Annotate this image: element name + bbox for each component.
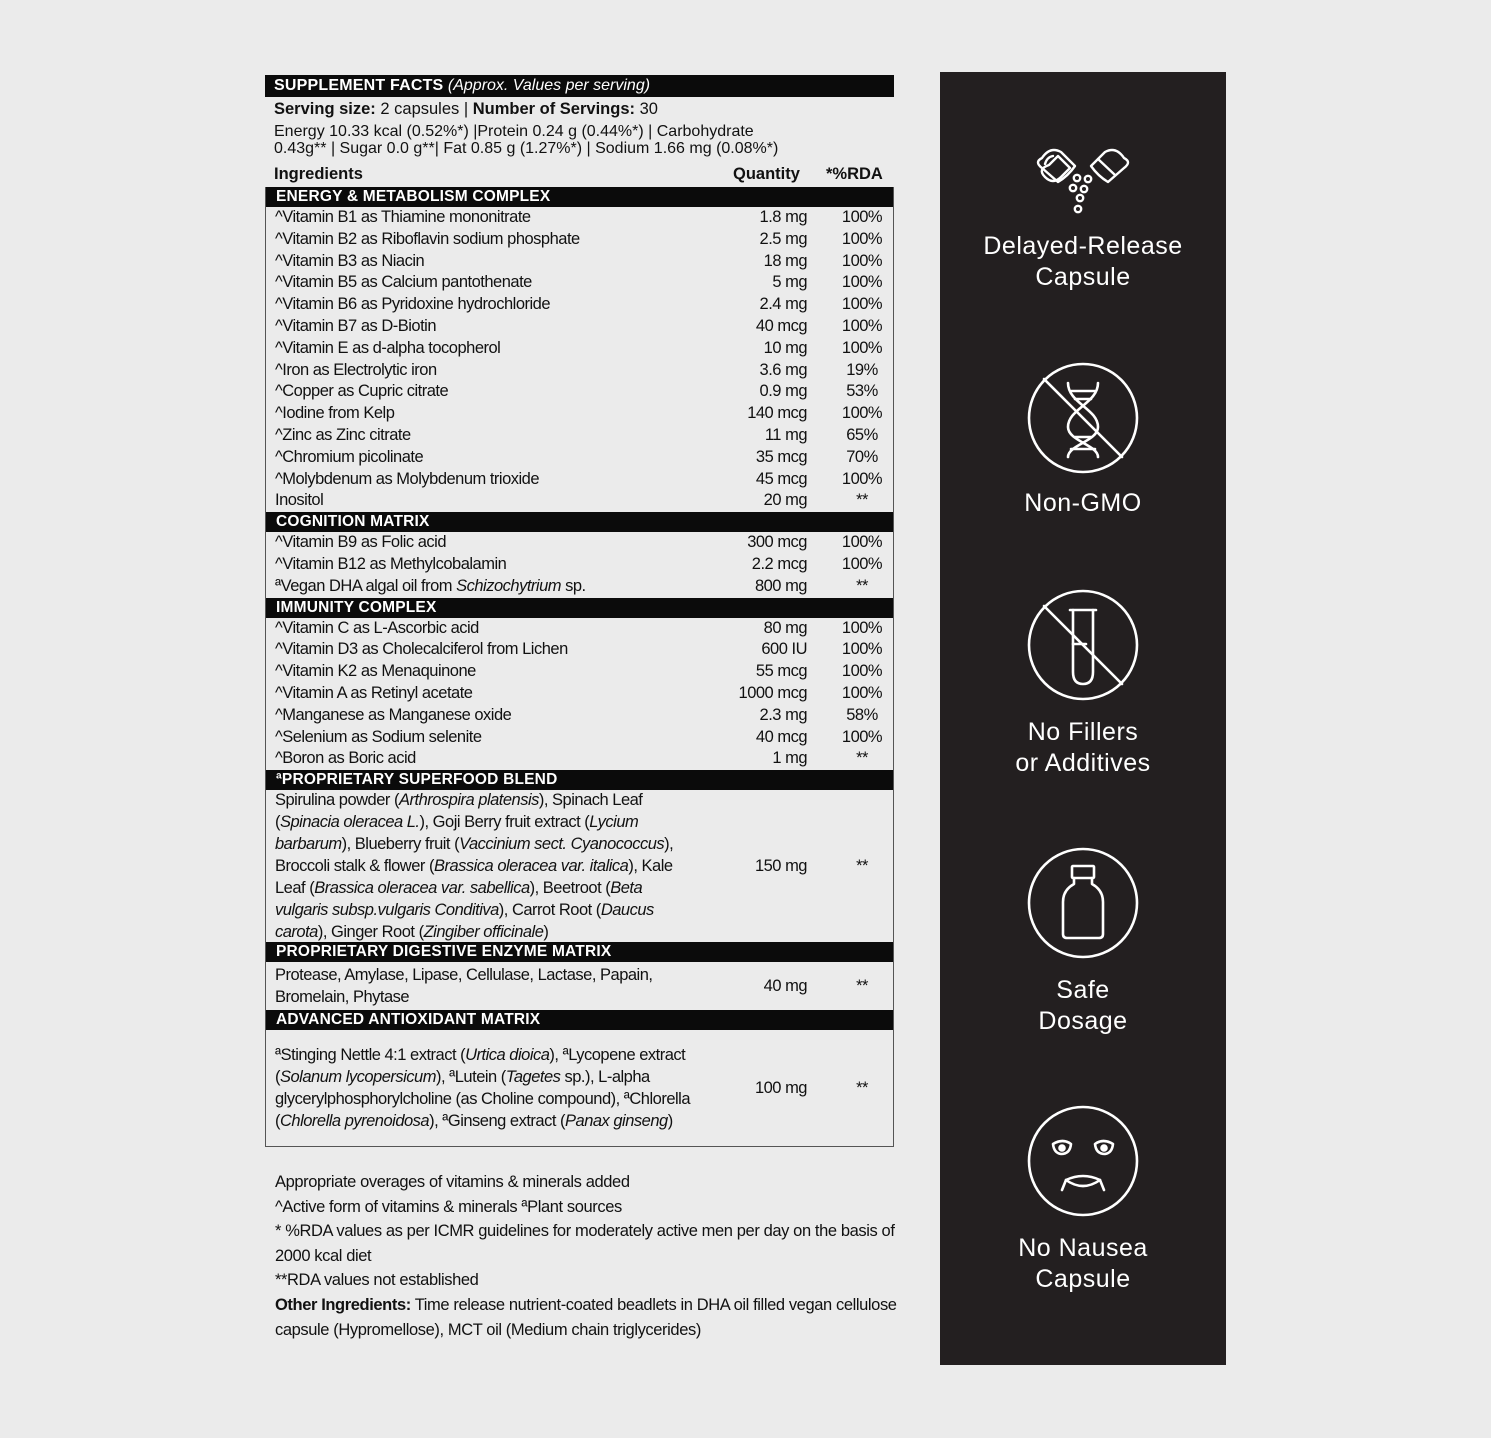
ingredient-rda: 100%: [841, 533, 883, 552]
serving-value: 2 capsules |: [375, 100, 473, 118]
ingredient-rda: 19%: [846, 360, 878, 379]
no-dna-icon: [1026, 361, 1140, 475]
ingredient-name: ^Vitamin C as L-Ascorbic acid: [275, 618, 479, 637]
section-superfood-title: ªPROPRIETARY SUPERFOOD BLEND: [266, 770, 893, 790]
ingredient-quantity: 1.8 mg: [759, 208, 807, 226]
latin-name: Vaccinium sect. Cyanococcus: [459, 834, 665, 853]
feature-line-1: Safe: [1056, 976, 1110, 1004]
antioxidant-rda: **: [856, 1078, 868, 1097]
ingredient-name: ^Selenium as Sodium selenite: [275, 727, 482, 746]
feature-line-2: Capsule: [1035, 262, 1131, 291]
section-cognition-rows: [266, 532, 893, 597]
latin-name: Arthrospira platensis: [398, 790, 539, 809]
table-row: [266, 272, 893, 294]
ingredient-quantity: 2.2 mcg: [751, 554, 807, 573]
feature-line-1: No Nausea: [1018, 1234, 1148, 1262]
feature-line-1: Delayed-Release: [983, 232, 1183, 260]
superfood-ingredients: [266, 788, 707, 945]
facts-title-bar: [265, 75, 894, 97]
feature-label: [940, 717, 1226, 778]
ingredient-name: [266, 576, 707, 598]
bottle-icon: [1026, 846, 1140, 960]
ingredient-text: ªStinging Nettle 4:1 extract (: [275, 1045, 466, 1064]
features-panel: [940, 72, 1226, 1365]
ingredient-rda: **: [856, 491, 868, 510]
table-row: [266, 639, 893, 661]
section-cognition-title: COGNITION MATRIX: [266, 512, 893, 532]
table-row: [266, 661, 893, 683]
table-row: [266, 447, 893, 469]
ingredient-quantity: 140 mcg: [747, 404, 807, 423]
ingredient-name: ^Iodine from Kelp: [275, 404, 395, 423]
col-quantity: Quantity: [733, 165, 800, 183]
nutrition-summary: [274, 123, 885, 157]
latin-name: Zingiber officinale: [423, 922, 544, 941]
feature-label: [940, 231, 1226, 292]
note-rda-not-established: **RDA values not established: [275, 1271, 479, 1290]
serving-info: [265, 97, 894, 157]
facts-title-note: (Approx. Values per serving): [447, 77, 651, 94]
nutrition-line-1: Energy 10.33 kcal (0.52%*) |Protein 0.24 g (0.44%*) | Carbohydrate: [274, 123, 754, 140]
ingredient-text: ): [667, 1111, 673, 1130]
table-row: [266, 727, 893, 749]
ingredient-quantity: 40 mcg: [755, 727, 807, 746]
ingredient-quantity: 55 mcg: [755, 662, 807, 681]
superfood-qty: 150 mg: [754, 856, 807, 875]
ingredient-text: ), Broccoli stalk & flower (: [275, 834, 674, 875]
section-immunity-rows: [266, 618, 893, 771]
table-row: [266, 748, 893, 770]
feature-non-gmo: [940, 361, 1226, 519]
ingredient-text: ), Kale Leaf (: [275, 856, 673, 897]
superfood-row: [266, 790, 893, 942]
feature-no-fillers: [940, 588, 1226, 778]
ingredient-quantity: 3.6 mg: [759, 360, 807, 379]
other-ingredients-text: Time release nutrient-coated beadlets in DHA oil filled vegan cellulose capsule (Hypromellose), MCT oil (Medium chain triglycerides): [275, 1295, 897, 1339]
ingredient-name: ^Zinc as Zinc citrate: [275, 425, 411, 444]
other-ingredients-label: Other Ingredients:: [275, 1295, 411, 1314]
ingredient-quantity: 1000 mcg: [738, 683, 807, 702]
ingredient-quantity: 2.3 mg: [759, 705, 807, 724]
section-antioxidant-title: ADVANCED ANTIOXIDANT MATRIX: [266, 1010, 893, 1030]
latin-name: Chlorella pyrenoidosa: [280, 1111, 430, 1130]
ingredient-rda: **: [856, 576, 868, 595]
feature-line-2: Dosage: [1038, 1006, 1128, 1035]
facts-title: SUPPLEMENT FACTS: [274, 77, 444, 94]
feature-label: [940, 1233, 1226, 1294]
ingredient-rda: 100%: [841, 662, 883, 681]
table-row: [266, 469, 893, 491]
ingredient-quantity: 10 mg: [763, 338, 807, 357]
latin-name: Urtica dioica: [465, 1045, 550, 1064]
col-rda: *%RDA: [826, 165, 883, 183]
ingredient-rda: 100%: [841, 404, 883, 423]
ingredient-rda: **: [856, 749, 868, 768]
ingredient-name-part: sp.: [561, 576, 586, 595]
supplement-facts-table: [265, 75, 894, 1147]
enzyme-qty: 40 mg: [763, 976, 807, 995]
latin-name: Solanum lycopersicum: [280, 1067, 436, 1086]
ingredient-rda: 100%: [841, 295, 883, 314]
table-row: [266, 403, 893, 425]
table-row: [266, 338, 893, 360]
superfood-rda: **: [856, 856, 868, 875]
ingredient-name-part: ªVegan DHA algal oil from: [275, 576, 457, 595]
note-rda-basis: * %RDA values as per ICMR guidelines for moderately active men per day on the basis of 2000 kcal diet: [275, 1222, 895, 1265]
ingredient-name: ^Chromium picolinate: [275, 447, 424, 466]
ingredient-name: ^Manganese as Manganese oxide: [275, 705, 512, 724]
latin-name: Brassica oleracea var. italica: [433, 856, 629, 875]
ingredient-name: ^Boron as Boric acid: [275, 749, 416, 768]
ingredient-rda: 100%: [841, 273, 883, 292]
ingredient-rda: 58%: [846, 705, 878, 724]
feature-line-1: No Fillers: [1027, 718, 1139, 746]
latin-name: Lycium barbarum: [275, 812, 639, 853]
ingredient-quantity: 300 mcg: [747, 533, 807, 552]
ingredient-text: ): [543, 922, 549, 941]
ingredient-quantity: 40 mcg: [755, 316, 807, 335]
ingredient-rda: 53%: [846, 382, 878, 401]
ingredient-rda: 100%: [841, 208, 883, 226]
feature-label: [940, 975, 1226, 1036]
ingredient-name: ^Copper as Cupric citrate: [275, 382, 449, 401]
feature-line-1: Non-GMO: [1024, 489, 1142, 517]
ingredient-text: ), ªLycopene extract (: [275, 1045, 686, 1086]
ingredient-text: ), Ginger Root (: [317, 922, 424, 941]
table-row: [266, 618, 893, 640]
footnotes: [275, 1170, 900, 1342]
table-row: [266, 251, 893, 273]
antioxidant-ingredients: [266, 1043, 707, 1134]
table-row: [266, 576, 893, 598]
ingredient-rda: 100%: [841, 469, 883, 488]
feature-line-2: Capsule: [1035, 1264, 1131, 1293]
ingredient-rda: 100%: [841, 229, 883, 248]
ingredient-name: ^Vitamin B2 as Riboflavin sodium phosphate: [275, 229, 580, 248]
table-row: [266, 294, 893, 316]
feature-line-2: or Additives: [1015, 748, 1151, 777]
section-energy-rows: [266, 207, 893, 512]
note-other-ingredients: [275, 1293, 900, 1342]
table-row: [266, 490, 893, 512]
feature-safe-dosage: [940, 846, 1226, 1036]
ingredient-text: ), Spinach Leaf (: [275, 790, 643, 831]
table-row: [266, 207, 893, 229]
ingredient-text: ), Carrot Root (: [498, 900, 601, 919]
ingredient-rda: 100%: [841, 683, 883, 702]
ingredient-quantity: 45 mcg: [755, 469, 807, 488]
ingredient-quantity: 2.5 mg: [759, 229, 807, 248]
ingredient-quantity: 0.9 mg: [759, 382, 807, 401]
ingredient-text: sp.), L-alpha glycerylphosphorylcholine (as Choline compound), ªChlorella (: [275, 1067, 691, 1130]
table-row: [266, 381, 893, 403]
ingredient-name: ^Vitamin B7 as D-Biotin: [275, 316, 437, 335]
ingredient-rda: 65%: [846, 425, 878, 444]
table-row: [266, 360, 893, 382]
ingredient-name: ^Vitamin B6 as Pyridoxine hydrochloride: [275, 295, 551, 314]
latin-name: Daucus carota: [275, 900, 654, 941]
col-ingredients: Ingredients: [274, 165, 363, 183]
section-enzyme-title: PROPRIETARY DIGESTIVE ENZYME MATRIX: [266, 942, 893, 962]
ingredient-name-italic: Schizochytrium: [456, 576, 561, 595]
ingredient-name: ^Vitamin D3 as Cholecalciferol from Lichen: [275, 640, 568, 659]
ingredient-quantity: 80 mg: [763, 618, 807, 637]
table-row: [266, 554, 893, 576]
table-row: [266, 316, 893, 338]
section-energy-title: ENERGY & METABOLISM COMPLEX: [266, 187, 893, 207]
ingredient-rda: 70%: [846, 447, 878, 466]
enzyme-row: [266, 962, 893, 1010]
ingredient-quantity: 11 mg: [764, 425, 807, 444]
feature-no-nausea: [940, 1104, 1226, 1294]
table-row: [266, 229, 893, 251]
ingredient-name: ^Iron as Electrolytic iron: [275, 360, 437, 379]
ingredient-quantity: 800 mg: [754, 576, 807, 595]
ingredients-table: [265, 187, 894, 1147]
ingredient-quantity: 5 mg: [772, 273, 807, 292]
latin-name: Panax ginseng: [565, 1111, 668, 1130]
ingredient-name: ^Vitamin E as d-alpha tocopherol: [275, 338, 501, 357]
ingredient-quantity: 1 mg: [772, 749, 807, 768]
column-headers: [265, 161, 894, 187]
ingredient-rda: 100%: [841, 727, 883, 746]
antioxidant-qty: 100 mg: [754, 1078, 807, 1097]
ingredient-text: ), Blueberry fruit (: [341, 834, 460, 853]
ingredient-rda: 100%: [841, 554, 883, 573]
enzyme-ingredients: Protease, Amylase, Lipase, Cellulase, Lactase, Papain, Bromelain, Phytase: [275, 965, 653, 1006]
note-active-form: ^Active form of vitamins & minerals ªPlant sources: [275, 1197, 622, 1216]
servings-value: 30: [635, 100, 658, 118]
latin-name: Beta vulgaris subsp.vulgaris Conditiva: [275, 878, 643, 919]
ingredient-quantity: 20 mg: [763, 491, 807, 510]
enzyme-rda: **: [856, 976, 868, 995]
ingredient-rda: 100%: [841, 338, 883, 357]
table-row: [266, 532, 893, 554]
section-immunity-title: IMMUNITY COMPLEX: [266, 598, 893, 618]
table-row: [266, 425, 893, 447]
serving-label: Serving size:: [274, 100, 376, 118]
ingredient-name: ^Vitamin B5 as Calcium pantothenate: [275, 273, 532, 292]
ingredient-rda: 100%: [841, 640, 883, 659]
ingredient-name: ^Vitamin B1 as Thiamine mononitrate: [275, 208, 531, 226]
ingredient-name: ^Vitamin B3 as Niacin: [275, 251, 425, 270]
table-row: [266, 683, 893, 705]
ingredient-name: Inositol: [275, 491, 324, 510]
antioxidant-row: [266, 1030, 893, 1146]
latin-name: Tagetes: [505, 1067, 561, 1086]
ingredient-name: ^Vitamin A as Retinyl acetate: [275, 683, 473, 702]
nausea-face-icon: [1026, 1104, 1140, 1218]
servings-label: Number of Servings:: [472, 100, 635, 118]
serving-line: [274, 97, 885, 121]
ingredient-quantity: 2.4 mg: [759, 295, 807, 314]
ingredient-rda: 100%: [841, 316, 883, 335]
latin-name: Spinacia oleracea L.: [280, 812, 420, 831]
ingredient-text: ), Beetroot (: [529, 878, 611, 897]
ingredient-name: ^Vitamin B12 as Methylcobalamin: [275, 554, 507, 573]
capsule-icon: [1028, 138, 1138, 218]
ingredient-quantity: 18 mg: [763, 251, 807, 270]
ingredient-quantity: 35 mcg: [755, 447, 807, 466]
nutrition-line-2: 0.43g** | Sugar 0.0 g**| Fat 0.85 g (1.27%*) | Sodium 1.66 mg (0.08%*): [274, 140, 779, 157]
ingredient-name: ^Molybdenum as Molybdenum trioxide: [275, 469, 540, 488]
ingredient-quantity: 600 IU: [761, 640, 807, 659]
feature-label: [940, 488, 1226, 519]
ingredient-text: ), ªGinseng extract (: [429, 1111, 566, 1130]
note-overages: Appropriate overages of vitamins & minerals added: [275, 1173, 630, 1191]
no-test-tube-icon: [1026, 588, 1140, 702]
ingredient-text: ), Goji Berry fruit extract (: [419, 812, 590, 831]
latin-name: Brassica oleracea var. sabellica: [314, 878, 530, 897]
ingredient-text: ), ªLutein (: [435, 1067, 506, 1086]
ingredient-rda: 100%: [841, 251, 883, 270]
ingredient-name: ^Vitamin B9 as Folic acid: [275, 533, 447, 552]
table-row: [266, 705, 893, 727]
feature-delayed-release: [940, 138, 1226, 292]
ingredient-text: Spirulina powder (: [275, 790, 399, 809]
ingredient-name: ^Vitamin K2 as Menaquinone: [275, 662, 476, 681]
ingredient-rda: 100%: [841, 618, 883, 637]
